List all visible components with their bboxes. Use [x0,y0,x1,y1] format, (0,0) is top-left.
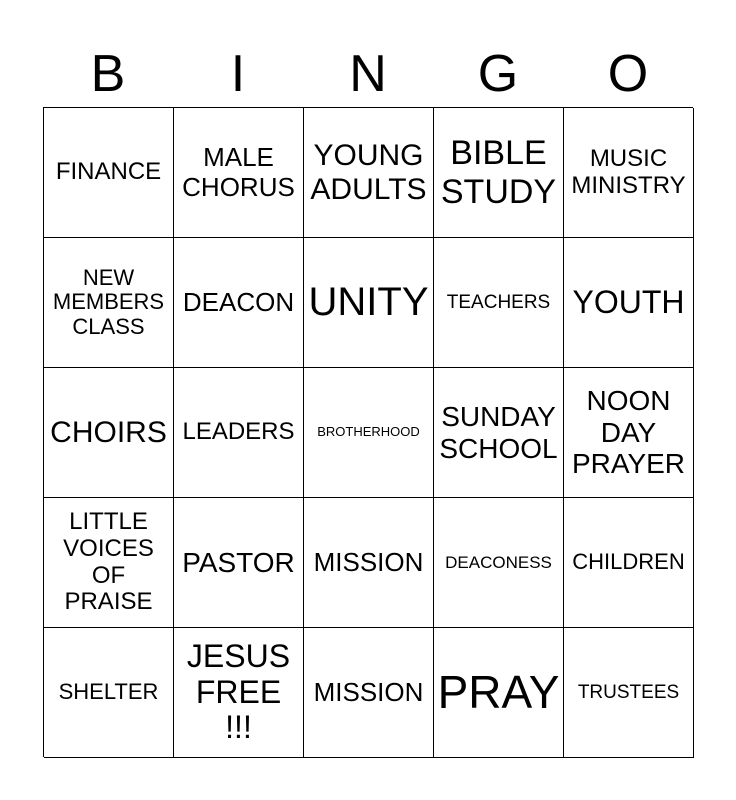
bingo-cell-r3-c4[interactable]: SUNDAY SCHOOL [434,368,564,498]
bingo-cell-r2-c3[interactable]: UNITY [304,238,434,368]
bingo-cell-r1-c2[interactable]: MALE CHORUS [174,108,304,238]
bingo-cell-r4-c4[interactable]: DEACONESS [434,498,564,628]
bingo-cell-r4-c2[interactable]: PASTOR [174,498,304,628]
bingo-cell-r5-c2[interactable]: JESUS FREE !!! [174,628,304,758]
bingo-cell-r3-c1[interactable]: CHOIRS [44,368,174,498]
bingo-cell-r4-c5[interactable]: CHILDREN [564,498,694,628]
bingo-cell-r5-c3[interactable]: MISSION [304,628,434,758]
bingo-cell-r2-c2[interactable]: DEACON [174,238,304,368]
bingo-cell-r3-c5[interactable]: NOON DAY PRAYER [564,368,694,498]
header-letter-b: B [90,45,126,103]
bingo-cell-r5-c4[interactable]: PRAY [434,628,564,758]
header-letter-g: G [477,45,519,103]
bingo-cell-r4-c1[interactable]: LITTLE VOICES OF PRAISE [44,498,174,628]
bingo-cell-r2-c4[interactable]: TEACHERS [434,238,564,368]
header-letter-n: N [349,45,387,103]
bingo-cell-r2-c1[interactable]: NEW MEMBERS CLASS [44,238,174,368]
bingo-cell-r3-c2[interactable]: LEADERS [174,368,304,498]
bingo-cell-r1-c5[interactable]: MUSIC MINISTRY [564,108,694,238]
bingo-cell-r1-c3[interactable]: YOUNG ADULTS [304,108,434,238]
bingo-cell-r4-c3[interactable]: MISSION [304,498,434,628]
bingo-cell-r1-c1[interactable]: FINANCE [44,108,174,238]
bingo-cell-r5-c5[interactable]: TRUSTEES [564,628,694,758]
bingo-grid [43,107,693,757]
header-letter-o: O [607,45,649,103]
bingo-header [43,42,693,106]
bingo-cell-r1-c4[interactable]: BIBLE STUDY [434,108,564,238]
header-letter-i: I [230,45,246,103]
bingo-cell-r3-c3[interactable]: BROTHERHOOD [304,368,434,498]
bingo-cell-r2-c5[interactable]: YOUTH [564,238,694,368]
bingo-cell-r5-c1[interactable]: SHELTER [44,628,174,758]
